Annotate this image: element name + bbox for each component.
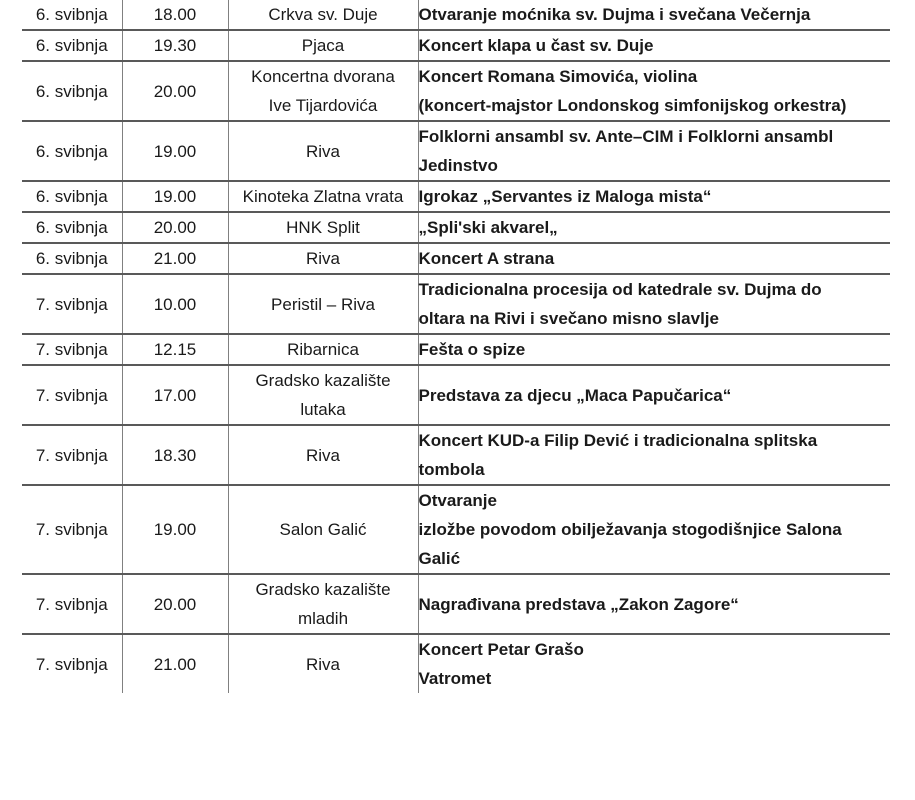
event-venue-cell [228,274,418,334]
event-description-line: Folklorni ansambl sv. Ante–CIM i Folklorni ansambl [418,127,834,146]
event-venue-line: Riva [305,249,340,268]
event-venue-cell [228,365,418,425]
event-date-cell: 6. svibnja [22,181,122,212]
event-venue-line: Kinoteka Zlatna vrata [242,187,404,206]
event-date-cell: 7. svibnja [22,274,122,334]
table-row [22,212,890,243]
event-date-cell: 6. svibnja [22,121,122,181]
event-description-cell [418,634,890,693]
event-time-cell: 21.00 [122,634,228,693]
table-row [22,0,890,30]
event-date-cell: 6. svibnja [22,0,122,30]
event-venue-line: lutaka [300,400,346,419]
event-description-line: „Spli'ski akvarel„ [418,218,558,237]
event-time-cell: 10.00 [122,274,228,334]
event-description-cell [418,274,890,334]
event-date-cell: 6. svibnja [22,212,122,243]
event-venue-cell [228,181,418,212]
table-row [22,121,890,181]
event-venue-line: Riva [305,445,340,465]
event-description-line: Fešta o spize [418,340,526,359]
event-description-cell [418,574,890,634]
event-venue-line: Gradsko kazalište [255,371,391,390]
event-date-cell: 6. svibnja [22,243,122,274]
event-venue-line: HNK Split [286,218,360,237]
table-row [22,181,890,212]
event-description-line: Koncert klapa u čast sv. Duje [418,36,654,55]
event-description-line: Tradicionalna procesija od katedrale sv. Dujma do [418,280,822,299]
event-description-line: Jedinstvo [418,156,498,175]
table-row [22,30,890,61]
event-venue-cell [228,485,418,574]
event-description-cell [418,334,890,365]
event-time-cell: 19.00 [122,181,228,212]
event-description-cell [418,365,890,425]
table-row [22,334,890,365]
event-venue-cell [228,61,418,121]
event-time-cell: 20.00 [122,574,228,634]
event-venue-cell [228,574,418,634]
event-date-cell: 7. svibnja [22,634,122,693]
event-time-cell: 18.30 [122,425,228,485]
table-row [22,485,890,574]
event-time-cell: 17.00 [122,365,228,425]
event-date-cell: 7. svibnja [22,425,122,485]
table-row [22,425,890,485]
event-date-cell: 7. svibnja [22,365,122,425]
event-description-cell [418,212,890,243]
table-row [22,243,890,274]
event-date-cell: 6. svibnja [22,61,122,121]
event-description-line: izložbe povodom obilježavanja stogodišnjice Salona [418,520,842,539]
event-description-line: Otvaranje [418,491,497,510]
event-description-line: Nagrađivana predstava „Zakon Zagore“ [418,594,739,614]
event-time-cell: 19.00 [122,121,228,181]
event-description-cell [418,243,890,274]
event-time-cell: 20.00 [122,212,228,243]
event-venue-line: Riva [305,141,340,161]
event-venue-cell [228,0,418,30]
event-description-cell [418,30,890,61]
event-time-cell: 12.15 [122,334,228,365]
event-venue-line: Pjaca [301,36,345,55]
event-venue-line: Peristil – Riva [271,294,375,314]
event-description-line: oltara na Rivi i svečano misno slavlje [418,309,719,328]
event-description-line: Koncert KUD-a Filip Dević i tradicionalna splitska [418,431,818,450]
event-description-line: Otvaranje moćnika sv. Dujma i svečana Večernja [418,5,811,24]
event-venue-line: Ive Tijardovića [268,96,378,115]
event-description-line: Igrokaz „Servantes iz Maloga mista“ [418,187,712,206]
event-time-cell: 20.00 [122,61,228,121]
event-venue-cell [228,30,418,61]
event-description-cell [418,0,890,30]
event-venue-cell [228,212,418,243]
table-row [22,574,890,634]
event-venue-line: Crkva sv. Duje [268,5,378,24]
event-venue-line: mladih [297,609,349,628]
event-description-line: Koncert Romana Simovića, violina [418,67,698,86]
event-venue-cell [228,425,418,485]
event-date-cell: 6. svibnja [22,30,122,61]
event-date-cell: 7. svibnja [22,485,122,574]
event-venue-line: Riva [305,654,340,674]
event-time-cell: 19.00 [122,485,228,574]
event-description-cell [418,61,890,121]
event-date-cell: 7. svibnja [22,574,122,634]
event-description-line: Koncert A strana [418,249,555,268]
event-description-line: Koncert Petar Grašo [418,640,584,659]
event-venue-cell [228,634,418,693]
event-description-cell [418,181,890,212]
event-venue-cell [228,121,418,181]
event-venue-cell [228,243,418,274]
event-time-cell: 19.30 [122,30,228,61]
event-schedule-body [22,0,890,693]
event-venue-line: Koncertna dvorana [251,67,395,86]
event-date-cell: 7. svibnja [22,334,122,365]
event-time-cell: 21.00 [122,243,228,274]
event-schedule-table [22,0,890,693]
event-description-line: Galić [418,549,461,568]
table-row [22,274,890,334]
event-description-cell [418,121,890,181]
event-description-line: Vatromet [418,669,492,688]
event-venue-line: Gradsko kazalište [255,580,391,599]
table-row [22,634,890,693]
event-description-cell [418,425,890,485]
event-description-cell [418,485,890,574]
event-venue-line: Ribarnica [287,340,359,359]
event-time-cell: 18.00 [122,0,228,30]
event-venue-line: Salon Galić [279,520,367,539]
event-description-line: (koncert-majstor Londonskog simfonijskog orkestra) [418,96,847,115]
table-row [22,365,890,425]
event-description-line: Predstava za djecu „Maca Papučarica“ [418,385,732,405]
table-row [22,61,890,121]
event-venue-cell [228,334,418,365]
event-description-line: tombola [418,460,485,479]
